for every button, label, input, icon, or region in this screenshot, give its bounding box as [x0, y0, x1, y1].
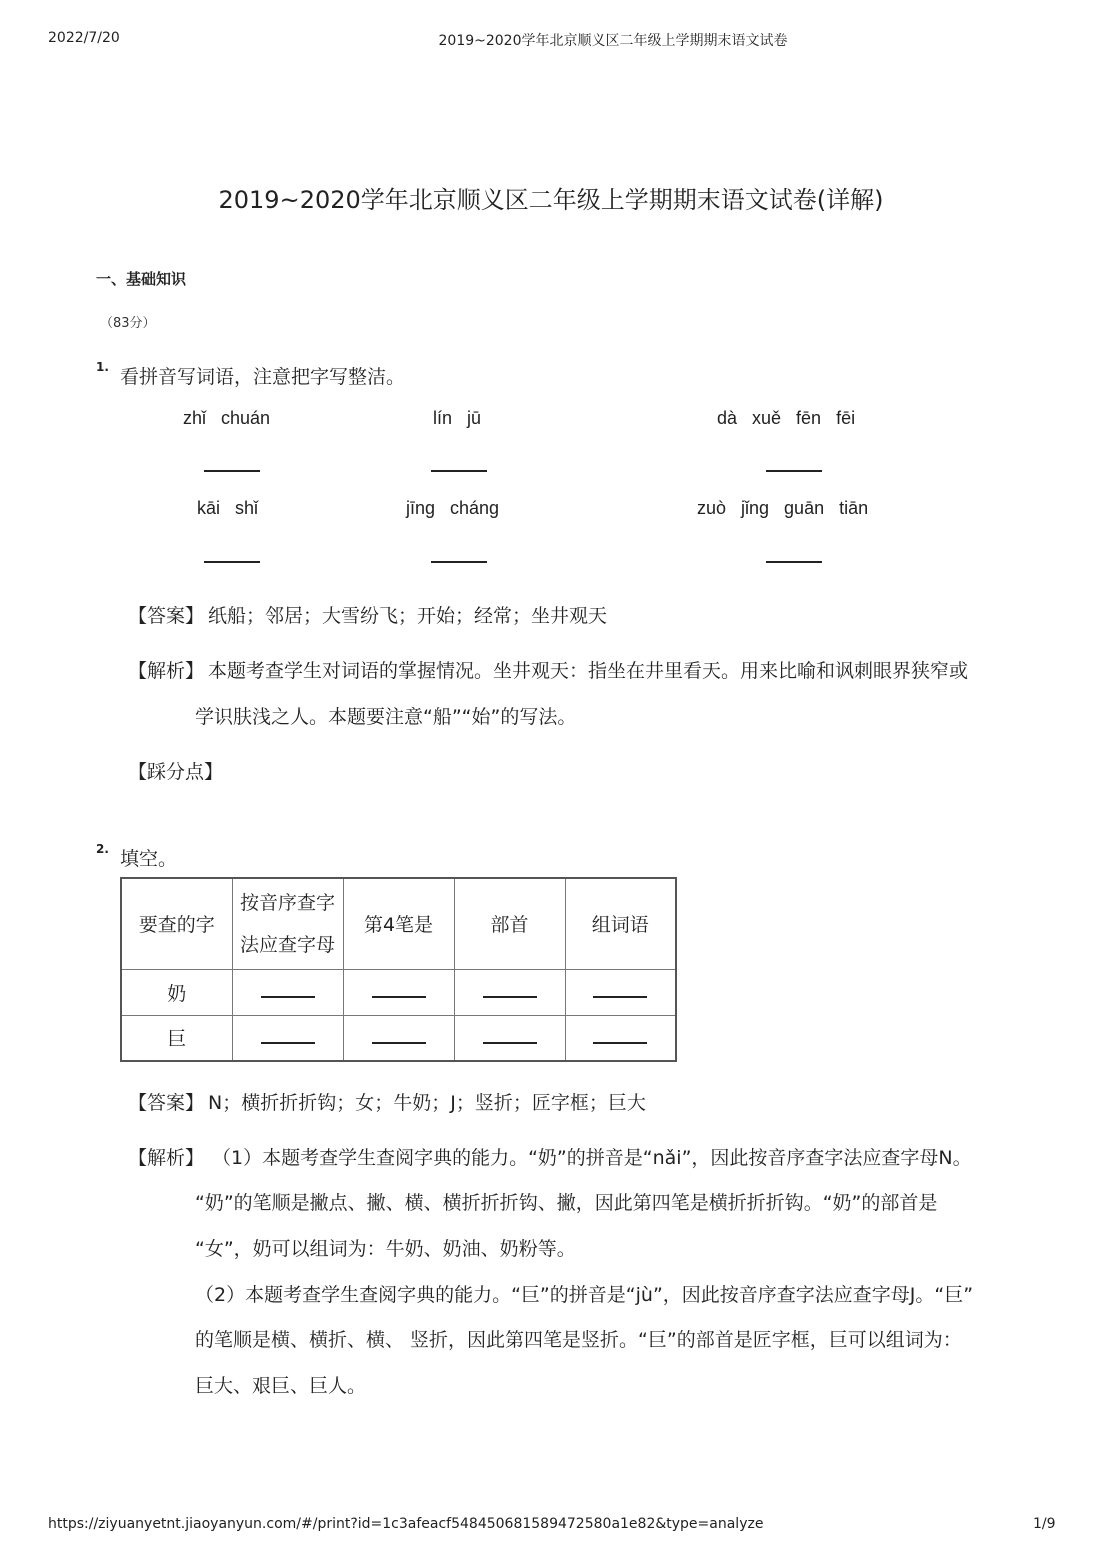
print-header-title: 2019~2020学年北京顺义区二年级上学期期末语文试卷	[438, 33, 788, 49]
pinyin-item: kāi shǐ	[197, 498, 259, 518]
section-title: 一、基础知识	[96, 270, 187, 288]
table-cell-blank	[454, 969, 565, 1015]
answer-text: 纸船；邻居；大雪纷飞；开始；经常；坐井观天	[208, 605, 608, 627]
analysis-line: 本题考查学生对词语的掌握情况。坐井观天：指坐在井里看天。用来比喻和讽刺眼界狭窄或	[208, 660, 969, 682]
answer-blank	[593, 996, 647, 998]
table-header-row	[121, 878, 676, 969]
answer-label: 【答案】	[128, 605, 205, 627]
table-cell-blank	[565, 1015, 676, 1061]
table-row	[121, 969, 676, 1015]
analysis-line: 学识肤浅之人。本题要注意“船”“始”的写法。	[195, 706, 577, 728]
header-line: 按音序查字	[239, 891, 335, 914]
question-number: 2.	[96, 842, 109, 856]
table-header-cell: 部首	[454, 878, 565, 969]
table-header-cell: 要查的字	[121, 878, 232, 969]
doc-title: 2019~2020学年北京顺义区二年级上学期期末语文试卷(详解)	[218, 186, 884, 214]
answer-blank	[204, 470, 260, 472]
analysis-label: 【解析】	[128, 660, 205, 682]
table-cell-character: 奶	[121, 969, 232, 1015]
answer-blank	[204, 561, 260, 563]
answer-blank	[483, 996, 537, 998]
table-header-cell: 第4笔是	[343, 878, 454, 969]
answer-blank	[431, 561, 487, 563]
analysis-line: “奶”的笔顺是撇点、撇、横、横折折折钩、撇，因此第四笔是横折折折钩。“奶”的部首是	[195, 1192, 938, 1214]
pinyin-item: lín jū	[433, 408, 482, 428]
answer-blank	[372, 996, 426, 998]
analysis-label: 【解析】	[128, 1147, 205, 1169]
table-cell-blank	[343, 1015, 454, 1061]
question-prompt: 看拼音写词语，注意把字写整洁。	[120, 366, 406, 388]
analysis-line: （2）本题考查学生查阅字典的能力。“巨”的拼音是“jù”，因此按音序查字法应查字母J。“巨”	[195, 1284, 974, 1306]
footer-url[interactable]: https://ziyuanyetnt.jiaoyanyun.com/#/print?id=1c3afeacf548450681589472580a1e82&type=analyze	[48, 1516, 764, 1532]
answer-blank	[766, 561, 822, 563]
answer-blank	[372, 1042, 426, 1044]
pinyin-item: jīng cháng	[406, 498, 500, 518]
dictionary-table	[120, 877, 677, 1062]
header-line: 法应查字母	[239, 933, 335, 956]
analysis-line: （1）本题考查学生查阅字典的能力。“奶”的拼音是“nǎi”，因此按音序查字法应查字母N。	[212, 1147, 972, 1169]
table-cell-blank	[232, 969, 343, 1015]
answer-text: N；横折折折钩；女；牛奶；J；竖折；匠字框；巨大	[208, 1092, 646, 1114]
pinyin-item: zhǐ chuán	[183, 408, 271, 428]
analysis-line: 巨大、艰巨、巨人。	[195, 1375, 367, 1397]
print-date: 2022/7/20	[48, 30, 120, 46]
table-header-cell: 组词语	[565, 878, 676, 969]
table-cell-blank	[232, 1015, 343, 1061]
answer-blank	[766, 470, 822, 472]
table-row	[121, 1015, 676, 1061]
table-cell-blank	[454, 1015, 565, 1061]
answer-blank	[431, 470, 487, 472]
pinyin-item: zuò jǐng guān tiān	[697, 498, 869, 518]
analysis-line: “女”，奶可以组词为：牛奶、奶油、奶粉等。	[195, 1238, 576, 1260]
answer-blank	[483, 1042, 537, 1044]
page-number: 1/9	[1033, 1516, 1056, 1532]
answer-label: 【答案】	[128, 1092, 205, 1114]
section-score: （83分）	[100, 316, 156, 331]
table-cell-blank	[565, 969, 676, 1015]
table-cell-character: 巨	[121, 1015, 232, 1061]
answer-blank	[261, 996, 315, 998]
answer-blank	[593, 1042, 647, 1044]
answer-blank	[261, 1042, 315, 1044]
question-prompt: 填空。	[120, 848, 178, 870]
analysis-line: 的笔顺是横、横折、横、 竖折，因此第四笔是竖折。“巨”的部首是匠字框，巨可以组词为：	[195, 1329, 962, 1351]
pinyin-item: dà xuě fēn fēi	[717, 408, 856, 428]
table-cell-blank	[343, 969, 454, 1015]
table-header-cell	[232, 878, 343, 969]
question-number: 1.	[96, 360, 109, 374]
scoring-points-label: 【踩分点】	[128, 761, 224, 783]
